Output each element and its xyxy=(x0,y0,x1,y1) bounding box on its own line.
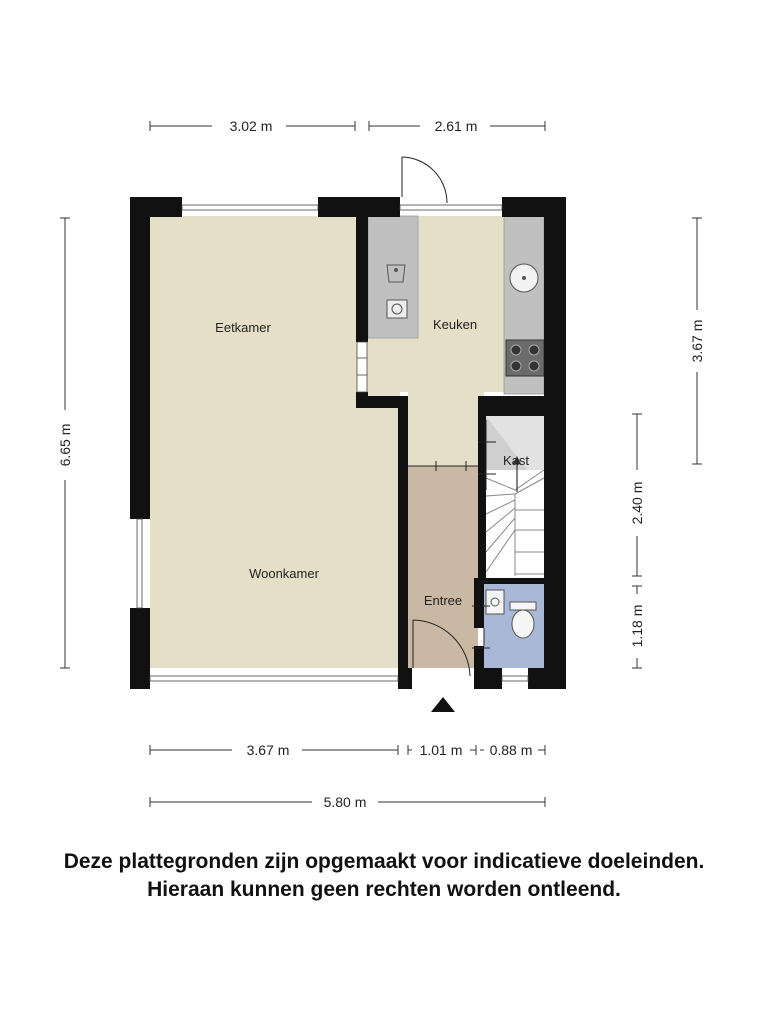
dim-top-right: 2.61 m xyxy=(434,118,478,134)
window-top-right xyxy=(400,205,502,210)
disclaimer xyxy=(0,848,768,904)
window-left xyxy=(137,519,142,608)
toilet-icon xyxy=(510,602,536,638)
disclaimer-line-1: Deze plattegronden zijn opgemaakt voor indicatieve doeleinden. xyxy=(63,850,705,873)
window-top-left xyxy=(182,205,318,210)
disclaimer-line-2: Hieraan kunnen geen rechten worden ontleend. xyxy=(147,878,621,901)
dim-right-lower: 1.18 m xyxy=(629,604,645,648)
room-label-entree: Entree xyxy=(423,593,463,608)
window-bottom-left xyxy=(150,676,398,681)
dim-bottom-entree: 1.01 m xyxy=(419,742,463,758)
kitchen-counter-right xyxy=(504,216,544,394)
kitchen-counter-left xyxy=(368,216,418,338)
room-label-eetkamer: Eetkamer xyxy=(215,320,271,335)
dim-right-upper: 3.67 m xyxy=(689,319,705,363)
dim-bottom-toilet: 0.88 m xyxy=(489,742,533,758)
dim-top-left: 3.02 m xyxy=(229,118,273,134)
hall-floor xyxy=(408,390,484,466)
window-bottom-right xyxy=(502,676,528,681)
dim-right-middle: 2.40 m xyxy=(629,481,645,525)
window-interior xyxy=(357,342,367,392)
dim-left-total: 6.65 m xyxy=(57,423,73,467)
dim-bottom-woonkamer: 3.67 m xyxy=(246,742,290,758)
washbasin-icon xyxy=(486,590,504,614)
room-label-keuken: Keuken xyxy=(432,317,478,332)
entree-floor xyxy=(408,466,478,668)
room-label-woonkamer: Woonkamer xyxy=(249,566,319,581)
stove-icon xyxy=(506,340,544,376)
appliance-icon xyxy=(387,300,407,318)
door-kitchen-garden xyxy=(402,157,447,203)
room-label-kast: Kast xyxy=(502,453,530,468)
dim-bottom-total: 5.80 m xyxy=(323,794,367,810)
entrance-arrow-icon xyxy=(431,697,455,712)
